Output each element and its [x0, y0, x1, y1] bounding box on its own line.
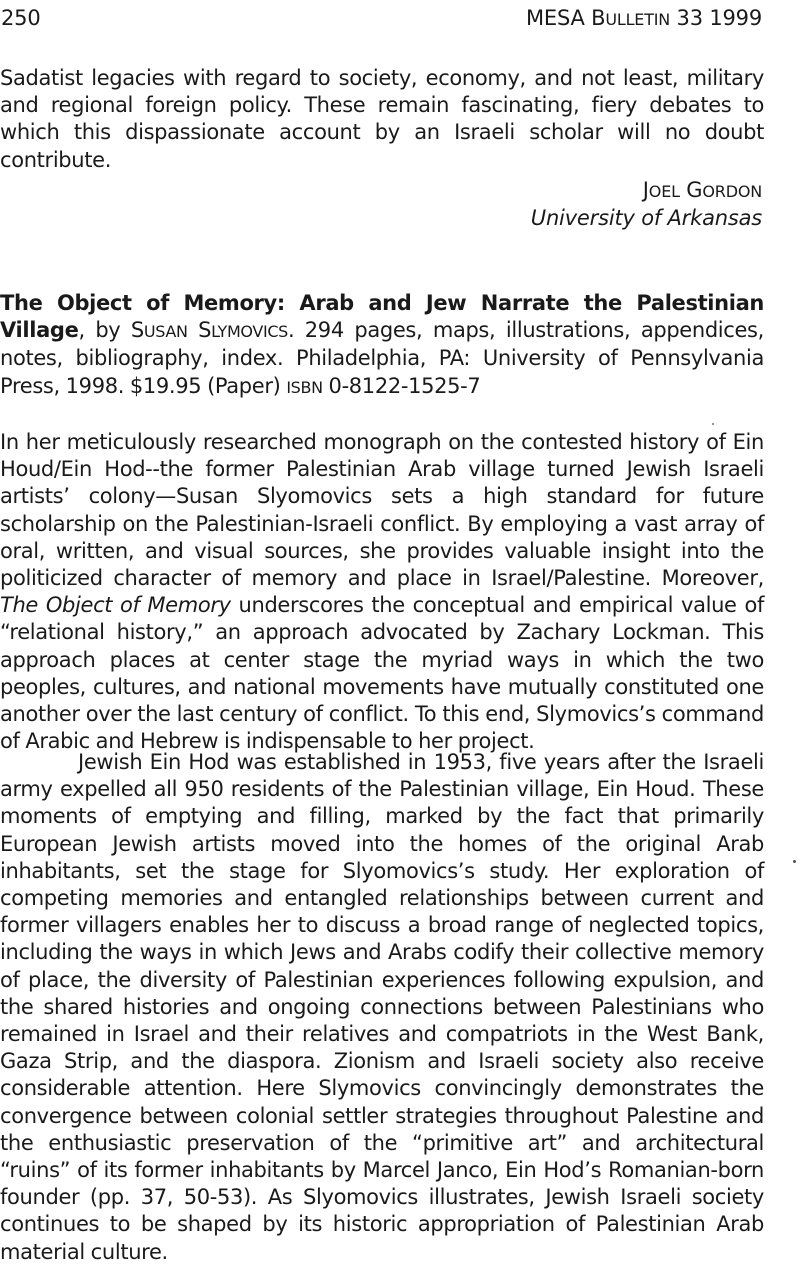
reviewer-name [643, 178, 762, 202]
journal-volume-year: 33 1999 [670, 6, 762, 30]
page-number: 250 [1, 6, 41, 30]
citation-by: , by [78, 318, 131, 343]
running-header [0, 6, 800, 36]
paragraph-1-part-b: underscores the conceptual and empirical value of “relational history,” an approach advocated by Zachary Lockman. This approach places at center stage the myriad ways in which the two peoples, cultures, and national movements have mutually constituted one another over the last century of conflict. To this end, Slymovics’s command of Arabic and Hebrew is indispensable to her project. [0, 593, 764, 754]
journal-running-title [526, 6, 762, 30]
book-title-italic: The Object of Memory [0, 593, 231, 618]
author-last-initial: S [187, 318, 212, 343]
previous-review-ending: Sadatist legacies with regard to society, economy, and not least, military and regional foreign policy. These remain fascinating, fiery debates to which this dispassionate account by an Israeli scholar will no doubt contribute. [0, 66, 764, 172]
isbn-number: 0-8122-1525-7 [322, 373, 481, 398]
citation-details: . 294 pages, maps, illustrations, appendices, notes, bibliography, index. Philadelphia, PA: University of Pennsylvania Press, 1998. $19.95 (Paper) [0, 318, 764, 398]
isbn-label: ISBN [286, 377, 323, 397]
journal-smallcaps: ULLETIN [605, 10, 671, 29]
margin-speck [712, 423, 714, 425]
author-first-initial: S [130, 318, 144, 343]
margin-speck [793, 860, 796, 863]
reviewer-last-rest: ORDON [702, 182, 762, 201]
journal-b: B [591, 6, 606, 30]
journal-prefix: MESA [525, 6, 592, 30]
reviewer-first-initial: J [642, 178, 649, 202]
review-paragraph-2 [0, 749, 764, 1266]
review-paragraph-1 [0, 429, 764, 755]
book-title: The Object of Memory: Arab and Jew Narrate the Palestinian Village [0, 291, 764, 343]
paragraph-2-text: Jewish Ein Hod was established in 1953, five years after the Israeli army expelled all 950 residents of the Palestinian village, Ein Houd. These moments of emptying and filling, marked by the fact that primarily European Jewish artists moved into the homes of the original Arab inhabitants, set the stage for Slyomovics’s study. Her exploration of competing memories and entangled relationships between current and former villagers enables her to discuss a broad range of neglected topics, including the ways in which Jews and Arabs codify their collective memory of place, the diversity of Palestinian experiences following expulsion, and the shared histories and ongoing connections between Palestinians who remained in Israel and their relatives and compatriots in the West Bank, Gaza Strip, and the diaspora. Zionism and Israeli society also receive considerable attention. Here Slymovics convincingly demonstrates the convergence between colonial settler strategies throughout Palestine and the enthusiastic preservation of the “primitive art” and architectural “ruins” of its former inhabitants by Marcel Janco, Ein Hod’s Romanian-born founder (pp. 37, 50-53). As Slyomovics illustrates, Jewish Israeli society continues to be shaped by its historic appropriation of Palestinian Arab material culture. [0, 750, 764, 1264]
reviewer-first-rest: OEL [648, 182, 680, 201]
author-first-rest: USAN [143, 322, 188, 342]
author-last-rest: LYMOVICS [211, 322, 288, 342]
paragraph-1-part-a: In her meticulously researched monograph on the contested history of Ein Houd/Ein Hod--the former Palestinian Arab village turned Jewish Israeli artists’ colony—Susan Slyomovics sets a high standard for future scholarship on the Palestinian-Israeli conflict. By employing a vast array of oral, written, and visual sources, she provides valuable insight into the politicized character of memory and place in Israel/Palestine. Moreover, [0, 430, 764, 591]
book-citation [0, 290, 764, 401]
reviewer-affiliation: University of Arkansas [530, 206, 762, 230]
reviewer-last-initial: G [679, 178, 703, 202]
